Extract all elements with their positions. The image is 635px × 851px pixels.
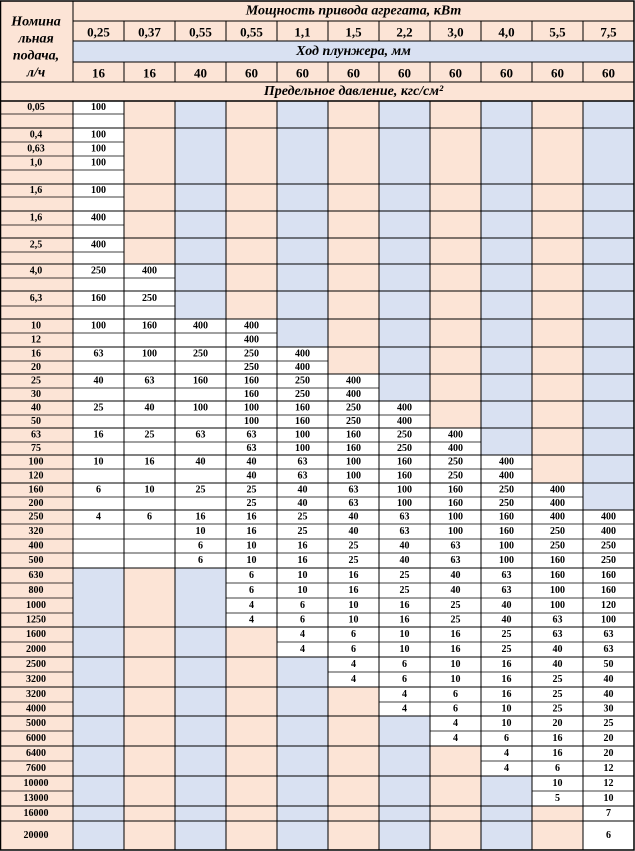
flow-value: 3200 (26, 674, 46, 685)
pressure-value: 160 (142, 320, 157, 332)
pressure-value: 100 (91, 157, 106, 169)
pressure-value: 160 (244, 389, 259, 400)
pressure-value: 4 (402, 689, 407, 700)
pressure-value: 400 (142, 265, 157, 277)
pressure-value: 25 (450, 614, 461, 626)
pressure-value: 16 (297, 540, 308, 552)
pressure-value: 160 (397, 470, 412, 482)
pressure-value: 25 (348, 555, 359, 566)
pressure-value: 16 (552, 748, 563, 759)
pressure-value: 40 (348, 511, 359, 523)
pressure-value: 250 (448, 470, 463, 482)
pressure-value: 20 (603, 733, 614, 744)
pressure-value: 63 (552, 614, 563, 626)
pressure-value: 4 (249, 614, 254, 626)
pressure-value: 6 (555, 763, 560, 774)
power-value: 0,55 (240, 24, 263, 40)
pressure-value: 100 (91, 102, 106, 113)
pressure-value: 6 (198, 555, 203, 566)
pressure-value: 16 (552, 733, 563, 744)
pressure-value: 10 (246, 540, 257, 552)
pressure-value: 10 (603, 793, 614, 804)
pressure-value: 4 (300, 644, 305, 655)
pressure-value: 50 (603, 659, 614, 670)
pressure-value: 40 (450, 570, 461, 581)
flow-value: 160 (28, 484, 44, 496)
pressure-value: 160 (346, 429, 361, 441)
power-value: 0,37 (138, 24, 161, 40)
pressure-value: 20 (552, 718, 563, 729)
pressure-value: 4 (504, 748, 509, 759)
flow-value: 3200 (26, 689, 46, 700)
flow-value: 0,05 (27, 102, 45, 113)
pressure-value: 16 (501, 659, 512, 670)
pressure-value: 400 (346, 375, 361, 387)
pressure-value: 16 (144, 456, 155, 468)
pressure-value: 63 (603, 644, 614, 655)
pressure-value: 100 (91, 143, 106, 155)
pressure-value: 40 (297, 498, 308, 509)
flow-value: 1,0 (29, 157, 43, 169)
pressure-value: 63 (501, 570, 512, 581)
pressure-value: 40 (348, 526, 359, 537)
pressure-value: 160 (448, 484, 463, 496)
pressure-value: 100 (193, 402, 208, 414)
pressure-value: 40 (297, 484, 308, 496)
flow-value: 2500 (26, 659, 46, 670)
pressure-value: 4 (402, 703, 407, 715)
pressure-value: 25 (144, 429, 155, 441)
pressure-value: 160 (601, 585, 616, 596)
pressure-value: 63 (552, 629, 563, 640)
pressure-value: 4 (453, 733, 458, 744)
pressure-value: 4 (96, 511, 101, 523)
pressure-value: 5 (555, 793, 560, 804)
pressure-value: 10 (195, 526, 206, 537)
pressure-value: 63 (348, 484, 359, 496)
stroke-value: 40 (194, 65, 207, 81)
pressure-value: 12 (603, 763, 614, 774)
power-value: 7,5 (600, 24, 617, 40)
flow-value: 1,6 (29, 185, 43, 196)
flow-value: 7600 (26, 763, 46, 774)
flow-value: 16 (31, 348, 41, 360)
pressure-value: 250 (295, 389, 310, 400)
stroke-value: 60 (296, 65, 309, 81)
pressure-value: 16 (348, 585, 359, 596)
flow-value: 120 (28, 470, 44, 482)
corner-header-line: Номина (11, 14, 61, 30)
pressure-value: 63 (399, 511, 410, 523)
pressure-value: 16 (501, 674, 512, 685)
pressure-value: 16 (93, 429, 104, 441)
pressure-value: 250 (193, 348, 208, 360)
pressure-value: 16 (501, 689, 512, 700)
pressure-value: 40 (603, 674, 614, 685)
pressure-value: 400 (397, 402, 412, 414)
pressure-value: 160 (244, 375, 259, 387)
stroke-value: 60 (347, 65, 360, 81)
stroke-value: 16 (143, 65, 156, 81)
pressure-value: 250 (601, 540, 616, 552)
pressure-value: 40 (552, 659, 563, 670)
pressure-value: 160 (499, 526, 514, 537)
pressure-value: 100 (244, 416, 259, 427)
pressure-value: 6 (453, 689, 458, 700)
pressure-value: 100 (244, 402, 259, 414)
power-value: 0,55 (189, 24, 212, 40)
pressure-value: 160 (91, 293, 106, 304)
pressure-value: 63 (399, 526, 410, 537)
pressure-value: 10 (399, 629, 410, 640)
pressure-value: 10 (348, 600, 359, 611)
flow-value: 63 (31, 429, 41, 441)
pressure-value: 25 (297, 511, 308, 523)
flow-value: 10000 (23, 778, 49, 789)
pressure-value: 100 (397, 484, 412, 496)
flow-value: 12 (31, 334, 41, 346)
pressure-value: 100 (91, 320, 106, 332)
pressure-value: 160 (295, 416, 310, 427)
pressure-value: 63 (297, 470, 308, 482)
pressure-value: 40 (501, 614, 512, 626)
pressure-value: 160 (397, 456, 412, 468)
pressure-value: 160 (448, 498, 463, 509)
flow-value: 0,63 (27, 143, 45, 155)
stroke-value: 60 (449, 65, 462, 81)
pressure-value: 100 (550, 600, 565, 611)
pressure-value: 63 (93, 348, 104, 360)
pressure-value: 400 (550, 511, 565, 523)
pressure-value: 400 (448, 443, 463, 454)
power-value: 1,5 (345, 24, 362, 40)
pressure-value: 4 (453, 718, 458, 729)
pressure-value: 16 (195, 511, 206, 523)
pressure-value: 63 (348, 498, 359, 509)
pressure-value: 6 (402, 659, 407, 670)
flow-value: 0,4 (29, 129, 43, 141)
pressure-value: 6 (402, 674, 407, 685)
flow-value: 2,5 (29, 239, 43, 251)
pressure-value: 100 (499, 540, 514, 552)
pressure-value: 10 (450, 674, 461, 685)
pressure-value: 25 (501, 629, 512, 640)
stroke-value: 60 (551, 65, 564, 81)
pressure-value: 250 (142, 293, 157, 304)
pressure-value: 6 (249, 585, 254, 596)
pressure-value: 16 (246, 526, 257, 537)
pressure-value: 100 (448, 526, 463, 537)
pressure-value: 63 (450, 540, 461, 552)
pressure-value: 10 (93, 456, 104, 468)
pressure-title: Предельное давление, кгс/см² (263, 84, 444, 99)
power-value: 2,2 (396, 24, 413, 40)
pressure-value: 25 (348, 540, 359, 552)
flow-value: 6400 (26, 748, 46, 759)
stroke-title: Ход плунжера, мм (296, 44, 411, 59)
pressure-value: 400 (448, 429, 463, 441)
flow-value: 1250 (26, 614, 46, 626)
pressure-value: 100 (601, 614, 616, 626)
flow-value: 100 (28, 456, 44, 468)
pressure-value: 250 (499, 498, 514, 509)
flow-value: 13000 (23, 793, 49, 804)
pressure-value: 250 (244, 362, 259, 373)
pressure-value: 25 (246, 498, 257, 509)
pressure-value: 40 (399, 555, 410, 566)
pressure-value: 10 (144, 484, 155, 496)
pressure-value: 25 (552, 689, 563, 700)
pressure-value: 6 (351, 644, 356, 655)
pressure-value: 250 (397, 443, 412, 454)
pressure-value: 160 (346, 443, 361, 454)
pressure-value: 400 (346, 389, 361, 400)
pressure-value: 400 (91, 239, 106, 251)
pressure-value: 100 (397, 498, 412, 509)
pressure-value: 10 (297, 570, 308, 581)
flow-value: 40 (31, 402, 41, 414)
pressure-value: 7 (606, 808, 611, 819)
pressure-value: 400 (397, 416, 412, 427)
pressure-value: 4 (249, 600, 254, 611)
pressure-value: 10 (450, 659, 461, 670)
pressure-value: 63 (144, 375, 155, 387)
flow-value: 200 (28, 498, 44, 509)
flow-value: 630 (28, 570, 44, 581)
pressure-value: 100 (142, 348, 157, 360)
pressure-value: 400 (601, 511, 616, 523)
pressure-value: 63 (246, 429, 257, 441)
pressure-value: 10 (246, 555, 257, 566)
pressure-value: 120 (601, 600, 616, 611)
pressure-value: 12 (603, 778, 614, 789)
flow-value: 50 (31, 416, 41, 427)
pressure-value: 250 (499, 484, 514, 496)
pressure-value: 250 (448, 456, 463, 468)
pressure-value: 6 (606, 830, 611, 841)
corner-header-line: л/ч (26, 65, 46, 81)
pressure-value: 25 (603, 718, 614, 729)
pressure-value: 100 (346, 456, 361, 468)
pressure-value: 25 (297, 526, 308, 537)
pressure-value: 63 (603, 629, 614, 640)
pressure-value: 4 (504, 763, 509, 774)
pressure-value: 40 (399, 540, 410, 552)
pressure-value: 160 (193, 375, 208, 387)
flow-value: 2000 (26, 644, 46, 655)
pressure-value: 250 (550, 540, 565, 552)
pressure-value: 400 (193, 320, 208, 332)
pressure-value: 250 (346, 416, 361, 427)
pressure-value: 20 (603, 748, 614, 759)
pressure-value: 160 (295, 402, 310, 414)
flow-value: 4,0 (29, 265, 43, 277)
pressure-value: 25 (246, 484, 257, 496)
pressure-value: 400 (550, 484, 565, 496)
pressure-value: 40 (450, 585, 461, 596)
stroke-value: 16 (92, 65, 105, 81)
pressure-value: 400 (295, 348, 310, 360)
pressure-value: 40 (603, 689, 614, 700)
flow-value: 75 (31, 443, 41, 454)
pressure-value: 16 (399, 614, 410, 626)
pressure-value: 250 (397, 429, 412, 441)
pressure-value: 100 (91, 185, 106, 196)
pressure-value: 16 (297, 555, 308, 566)
flow-value: 320 (28, 526, 44, 537)
pressure-value: 400 (601, 526, 616, 537)
flow-value: 10 (31, 320, 41, 332)
pressure-value: 16 (348, 570, 359, 581)
flow-value: 25 (31, 375, 41, 387)
flow-value: 4000 (26, 703, 46, 715)
corner-header-line: льная (18, 31, 54, 47)
power-title: Мощность привода агрегата, кВт (245, 3, 462, 19)
pressure-value: 25 (399, 570, 410, 581)
flow-value: 500 (28, 555, 44, 566)
flow-value: 800 (28, 585, 44, 596)
pressure-value: 400 (499, 456, 514, 468)
pressure-value: 6 (96, 484, 101, 496)
pressure-value: 400 (244, 334, 259, 346)
pressure-value: 250 (244, 348, 259, 360)
pressure-value: 10 (348, 614, 359, 626)
pressure-value: 100 (295, 429, 310, 441)
pressure-value: 25 (450, 600, 461, 611)
pressure-value: 250 (550, 526, 565, 537)
pressure-value: 25 (93, 402, 104, 414)
stroke-value: 60 (398, 65, 411, 81)
flow-value: 6000 (26, 733, 46, 744)
pressure-value: 10 (501, 703, 512, 715)
pressure-value: 100 (91, 129, 106, 141)
flow-value: 6,3 (29, 293, 43, 304)
pressure-value: 100 (550, 585, 565, 596)
pressure-value: 63 (450, 555, 461, 566)
pressure-value: 100 (499, 555, 514, 566)
flow-value: 16000 (23, 808, 49, 819)
pressure-value: 250 (601, 555, 616, 566)
power-value: 3,0 (447, 24, 464, 40)
pressure-value: 250 (346, 402, 361, 414)
pressure-value: 63 (501, 585, 512, 596)
pressure-value: 250 (91, 265, 106, 277)
power-value: 5,5 (549, 24, 566, 40)
pressure-value: 40 (93, 375, 104, 387)
pressure-value: 40 (246, 470, 257, 482)
pressure-value: 160 (601, 570, 616, 581)
pressure-value: 160 (499, 511, 514, 523)
pressure-value: 6 (351, 629, 356, 640)
pressure-value: 400 (244, 320, 259, 332)
pressure-value: 100 (448, 511, 463, 523)
pressure-value: 10 (552, 778, 563, 789)
flow-value: 250 (28, 511, 44, 523)
pressure-value: 160 (550, 555, 565, 566)
pressure-value: 6 (300, 600, 305, 611)
pressure-value: 10 (399, 644, 410, 655)
pressure-value: 25 (552, 674, 563, 685)
pressure-value: 6 (453, 703, 458, 715)
pressure-value: 40 (195, 456, 206, 468)
pressure-value: 16 (246, 511, 257, 523)
pressure-value: 400 (550, 498, 565, 509)
flow-value: 1000 (26, 600, 46, 611)
pressure-value: 6 (504, 733, 509, 744)
pressure-value: 6 (147, 511, 152, 523)
power-value: 0,25 (87, 24, 110, 40)
pressure-value: 40 (246, 456, 257, 468)
pressure-value: 6 (198, 540, 203, 552)
pressure-value: 30 (603, 703, 614, 715)
pressure-value: 40 (552, 644, 563, 655)
pressure-value: 10 (297, 585, 308, 596)
pressure-value: 6 (300, 614, 305, 626)
power-value: 4,0 (498, 24, 515, 40)
pressure-value: 16 (450, 629, 461, 640)
pressure-value: 4 (300, 629, 305, 640)
pressure-value: 63 (297, 456, 308, 468)
pressure-value: 10 (501, 718, 512, 729)
flow-value: 1600 (26, 629, 46, 640)
pressure-value: 63 (195, 429, 206, 441)
flow-value: 400 (28, 540, 44, 552)
pressure-value: 25 (501, 644, 512, 655)
pressure-value: 250 (295, 375, 310, 387)
pressure-value: 4 (351, 674, 356, 685)
stroke-value: 60 (245, 65, 258, 81)
pressure-value: 25 (195, 484, 206, 496)
pressure-value: 400 (295, 362, 310, 373)
pressure-value: 63 (246, 443, 257, 454)
pressure-value: 25 (552, 703, 563, 715)
flow-value: 5000 (26, 718, 46, 729)
pressure-value: 400 (499, 470, 514, 482)
stroke-value: 60 (500, 65, 513, 81)
flow-value: 1,6 (29, 212, 43, 224)
power-value: 1,1 (294, 24, 311, 40)
pressure-value: 100 (346, 470, 361, 482)
corner-header-line: подача, (12, 48, 60, 64)
pressure-value: 40 (501, 600, 512, 611)
pressure-value: 25 (399, 585, 410, 596)
pressure-value: 6 (249, 570, 254, 581)
pressure-value: 40 (144, 402, 155, 414)
pressure-value: 4 (351, 659, 356, 670)
flow-value: 30 (31, 389, 41, 400)
pressure-value: 16 (399, 600, 410, 611)
pressure-value: 100 (295, 443, 310, 454)
flow-value: 20000 (23, 830, 49, 841)
flow-value: 20 (31, 362, 41, 373)
pressure-value: 400 (91, 212, 106, 224)
pressure-value: 16 (450, 644, 461, 655)
pressure-value: 160 (550, 570, 565, 581)
stroke-value: 60 (602, 65, 615, 81)
